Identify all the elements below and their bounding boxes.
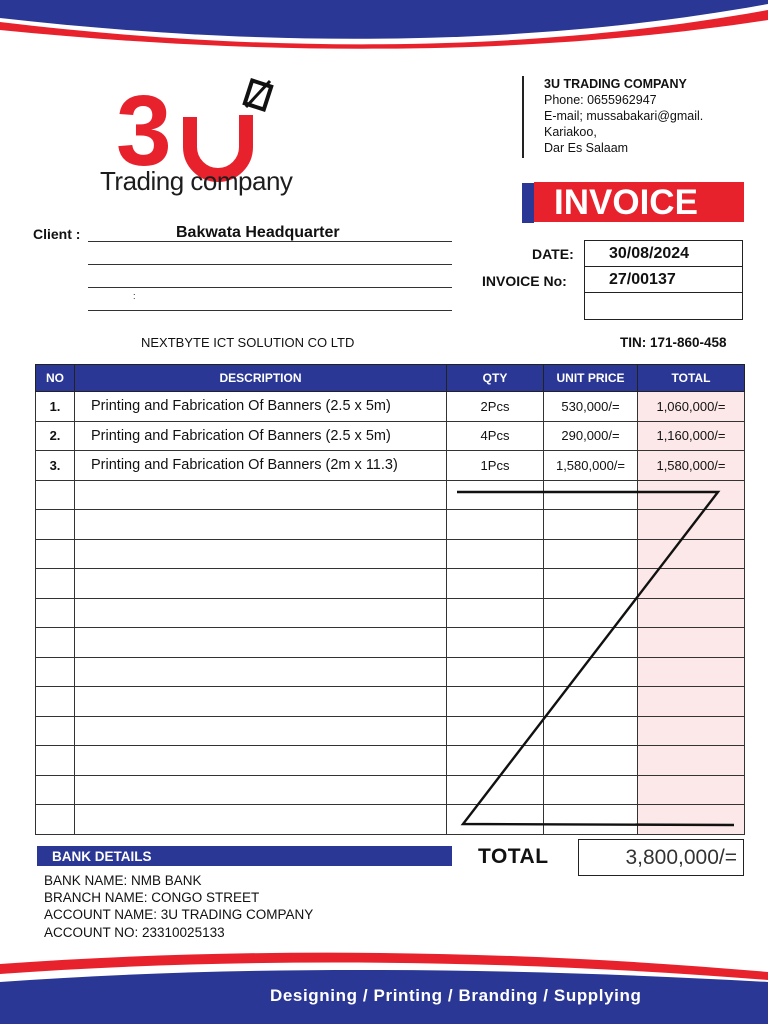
invoice-title: INVOICE [534, 182, 744, 222]
empty-cell [447, 746, 544, 776]
empty-cell [638, 598, 745, 628]
empty-cell [36, 716, 75, 746]
bank-name: BANK NAME: NMB BANK [44, 873, 202, 888]
client-line-2 [88, 264, 452, 265]
row-qty: 1Pcs [447, 451, 544, 481]
empty-cell [638, 775, 745, 805]
total-label: TOTAL [478, 845, 549, 868]
row-no: 3. [36, 451, 75, 481]
row-unit-price: 290,000/= [544, 421, 638, 451]
tin-number: TIN: 171-860-458 [620, 335, 727, 350]
empty-cell [75, 716, 447, 746]
empty-cell [36, 598, 75, 628]
empty-cell [36, 746, 75, 776]
table-row-empty [36, 746, 745, 776]
table-row [36, 451, 745, 481]
row-description: Printing and Fabrication Of Banners (2.5 x 5m) [75, 421, 447, 451]
invoice-title-accent [522, 183, 534, 223]
header-qty: QTY [447, 365, 544, 392]
empty-cell [544, 628, 638, 658]
empty-cell [75, 775, 447, 805]
empty-cell [638, 657, 745, 687]
empty-cell [36, 657, 75, 687]
empty-cell [544, 775, 638, 805]
empty-cell [75, 657, 447, 687]
bank-details [44, 872, 313, 941]
invoice-extra-field [585, 293, 742, 319]
empty-cell [638, 569, 745, 599]
empty-cell [75, 746, 447, 776]
empty-cell [75, 569, 447, 599]
empty-cell [447, 539, 544, 569]
header-no: NO [36, 365, 75, 392]
footer-tagline: Designing / Printing / Branding / Supplying [270, 986, 642, 1005]
empty-cell [447, 598, 544, 628]
company-phone: Phone: 0655962947 [544, 93, 657, 107]
empty-cell [544, 569, 638, 599]
empty-cell [36, 687, 75, 717]
client-line-1 [88, 241, 452, 242]
table-row-empty [36, 805, 745, 835]
table-row-empty [36, 539, 745, 569]
empty-cell [75, 539, 447, 569]
issuer-line: NEXTBYTE ICT SOLUTION CO LTD [141, 335, 355, 350]
empty-cell [447, 775, 544, 805]
empty-cell [36, 569, 75, 599]
branch-name: BRANCH NAME: CONGO STREET [44, 890, 260, 906]
empty-cell [638, 510, 745, 540]
empty-cell [638, 716, 745, 746]
table-row-empty [36, 480, 745, 510]
empty-cell [36, 628, 75, 658]
row-description: Printing and Fabrication Of Banners (2m x 11.3) [75, 451, 447, 481]
items-table [35, 364, 745, 835]
invoice-number-label: INVOICE No: [482, 273, 567, 289]
empty-cell [544, 716, 638, 746]
table-header-row [36, 365, 745, 392]
empty-cell [36, 805, 75, 835]
invoice-date: 30/08/2024 [585, 241, 742, 267]
date-label: DATE: [532, 246, 574, 262]
header-wave-band [0, 0, 768, 60]
empty-cell [638, 746, 745, 776]
empty-cell [544, 480, 638, 510]
empty-cell [638, 687, 745, 717]
table-row [36, 421, 745, 451]
company-contact-block [522, 76, 703, 158]
invoice-number: 27/00137 [585, 267, 742, 293]
row-total: 1,060,000/= [638, 392, 745, 422]
empty-cell [638, 480, 745, 510]
client-name: Bakwata Headquarter [176, 224, 340, 241]
empty-cell [638, 539, 745, 569]
svg-text:3: 3 [116, 75, 164, 187]
empty-cell [638, 628, 745, 658]
table-row-empty [36, 598, 745, 628]
empty-cell [36, 539, 75, 569]
empty-cell [447, 805, 544, 835]
empty-cell [75, 687, 447, 717]
logo-caption: Trading company [100, 166, 293, 196]
table-row-empty [36, 510, 745, 540]
empty-cell [447, 628, 544, 658]
empty-cell [544, 657, 638, 687]
row-qty: 4Pcs [447, 421, 544, 451]
empty-cell [447, 569, 544, 599]
table-row-empty [36, 687, 745, 717]
empty-cell [544, 510, 638, 540]
empty-cell [447, 657, 544, 687]
empty-cell [544, 687, 638, 717]
table-row-empty [36, 657, 745, 687]
empty-cell [638, 805, 745, 835]
company-address-line2: Dar Es Salaam [544, 141, 629, 155]
empty-cell [544, 539, 638, 569]
empty-cell [36, 775, 75, 805]
client-line-3 [88, 287, 452, 288]
empty-cell [75, 480, 447, 510]
table-row-empty [36, 569, 745, 599]
empty-cell [447, 510, 544, 540]
account-number: ACCOUNT NO: 23310025133 [44, 924, 225, 940]
bank-details-heading: BANK DETAILS [37, 846, 452, 866]
company-address-line1: Kariakoo, [544, 125, 597, 139]
header-unit-price: UNIT PRICE [544, 365, 638, 392]
company-name: 3U TRADING COMPANY [544, 77, 687, 91]
empty-cell [447, 687, 544, 717]
empty-cell [75, 805, 447, 835]
company-email: E-mail; mussabakari@gmail. [544, 109, 704, 123]
row-unit-price: 530,000/= [544, 392, 638, 422]
table-row-empty [36, 716, 745, 746]
row-qty: 2Pcs [447, 392, 544, 422]
table-row [36, 392, 745, 422]
empty-cell [544, 598, 638, 628]
header-total: TOTAL [638, 365, 745, 392]
row-total: 1,580,000/= [638, 451, 745, 481]
header-description: DESCRIPTION [75, 365, 447, 392]
empty-cell [75, 598, 447, 628]
empty-cell [544, 805, 638, 835]
row-total: 1,160,000/= [638, 421, 745, 451]
total-amount: 3,800,000/= [578, 839, 744, 876]
row-no: 2. [36, 421, 75, 451]
row-description: Printing and Fabrication Of Banners (2.5 x 5m) [75, 392, 447, 422]
empty-cell [544, 746, 638, 776]
account-name: ACCOUNT NAME: 3U TRADING COMPANY [44, 907, 314, 923]
empty-cell [75, 628, 447, 658]
empty-cell [75, 510, 447, 540]
table-row-empty [36, 628, 745, 658]
table-row-empty [36, 775, 745, 805]
client-colon: : [133, 291, 136, 301]
row-no: 1. [36, 392, 75, 422]
empty-cell [36, 480, 75, 510]
invoice-meta-box [584, 240, 743, 320]
empty-cell [36, 510, 75, 540]
client-label: Client : [33, 226, 81, 242]
client-line-4 [88, 310, 452, 311]
empty-cell [447, 480, 544, 510]
empty-cell [447, 716, 544, 746]
row-unit-price: 1,580,000/= [544, 451, 638, 481]
